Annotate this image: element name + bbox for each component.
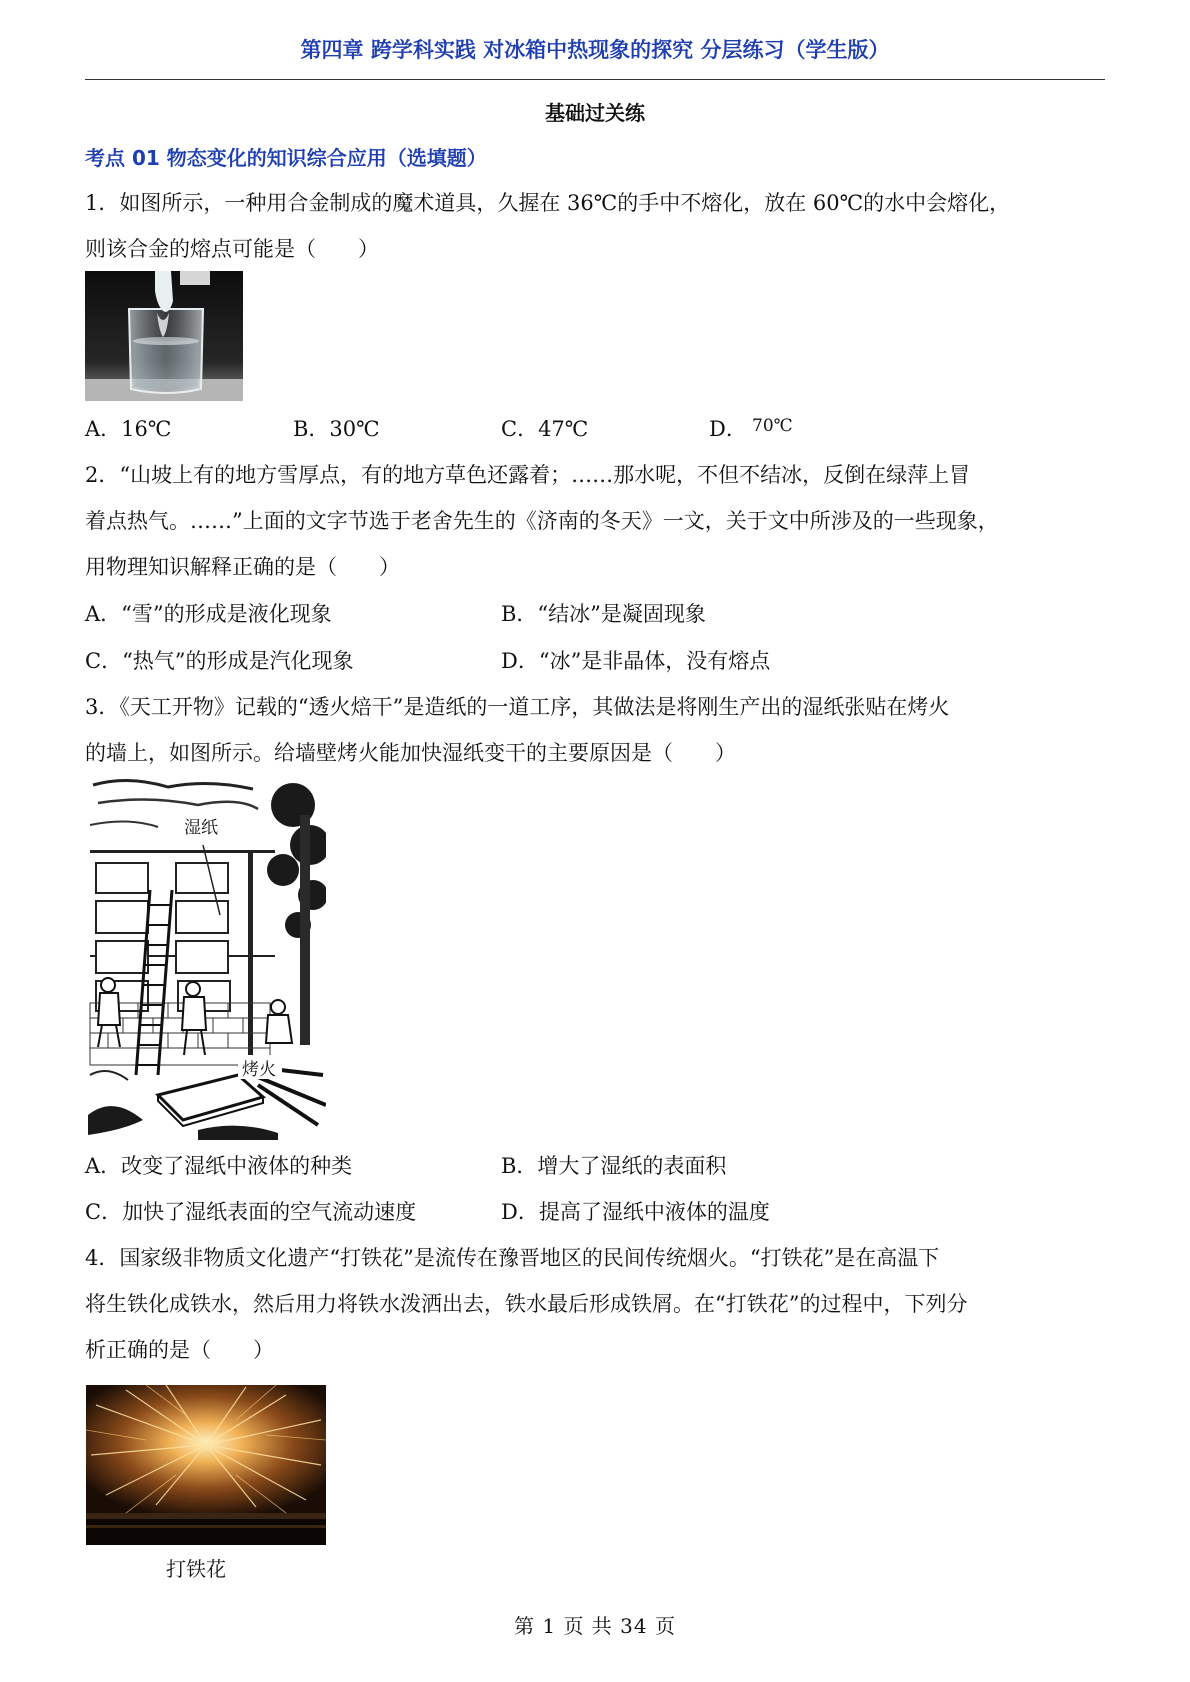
- topic-heading: 考点 01 物态变化的知识综合应用（选填题）: [85, 146, 487, 170]
- q3-option-c: C．加快了湿纸表面的空气流动速度: [85, 1200, 417, 1224]
- q3-option-b: B．增大了湿纸的表面积: [501, 1154, 727, 1178]
- q1-text-line1: 1．如图所示，一种用合金制成的魔术道具，久握在 36℃的手中不熔化，放在 60℃的水中会熔化，: [85, 191, 1011, 215]
- q1-option-b: B．30℃: [293, 417, 380, 441]
- q2-text-line1: 2．“山坡上有的地方雪厚点，有的地方草色还露着；……那水呢，不但不结冰，反倒在绿萍上冒: [85, 463, 971, 487]
- q3-woodcut-illustration: [88, 775, 326, 1140]
- q2-option-a: A．“雪”的形成是液化现象: [85, 602, 332, 626]
- document-header: 第四章 跨学科实践 对冰箱中热现象的探究 分层练习（学生版）: [300, 38, 890, 62]
- q2-text-line2: 着点热气。……”上面的文字节选于老舍先生的《济南的冬天》一文，关于文中所涉及的一些现象，: [85, 509, 999, 533]
- q4-iron-flower-photo: [86, 1385, 326, 1545]
- q4-text-line2: 将生铁化成铁水，然后用力将铁水泼洒出去，铁水最后形成铁屑。在“打铁花”的过程中，下列分: [85, 1292, 968, 1316]
- q4-photo-caption: 打铁花: [166, 1557, 226, 1581]
- q2-option-d: D．“冰”是非晶体，没有熔点: [501, 649, 771, 673]
- q2-option-b: B．“结冰”是凝固现象: [501, 602, 706, 626]
- q3-label-fire: 烤火: [242, 1060, 276, 1080]
- q3-text-line1: 3．《天工开物》记载的“透火焙干”是造纸的一道工序，其做法是将刚生产出的湿纸张贴在烤火: [85, 695, 950, 719]
- q1-option-d-label: D．: [709, 417, 747, 441]
- q3-label-wet-paper: 湿纸: [184, 818, 218, 838]
- q3-option-d: D．提高了湿纸中液体的温度: [501, 1200, 770, 1224]
- q1-option-c: C．47℃: [501, 417, 589, 441]
- q1-beaker-photo: [85, 271, 243, 401]
- q1-text-line2: 则该合金的熔点可能是（ ）: [85, 237, 379, 261]
- q1-option-a: A．16℃: [85, 417, 172, 441]
- q3-option-a: A．改变了湿纸中液体的种类: [85, 1154, 353, 1178]
- header-divider: [85, 79, 1105, 80]
- page-footer: 第 1 页 共 34 页: [514, 1614, 676, 1638]
- q2-option-c: C．“热气”的形成是汽化现象: [85, 649, 354, 673]
- q2-text-line3: 用物理知识解释正确的是（ ）: [85, 555, 400, 579]
- q1-option-d-value: 70℃: [752, 416, 793, 436]
- q3-text-line2: 的墙上，如图所示。给墙壁烤火能加快湿纸变干的主要原因是（ ）: [85, 741, 736, 765]
- q4-text-line3: 析正确的是（ ）: [85, 1338, 274, 1362]
- q4-text-line1: 4．国家级非物质文化遗产“打铁花”是流传在豫晋地区的民间传统烟火。“打铁花”是在高温下: [85, 1246, 940, 1270]
- section-title: 基础过关练: [545, 101, 645, 125]
